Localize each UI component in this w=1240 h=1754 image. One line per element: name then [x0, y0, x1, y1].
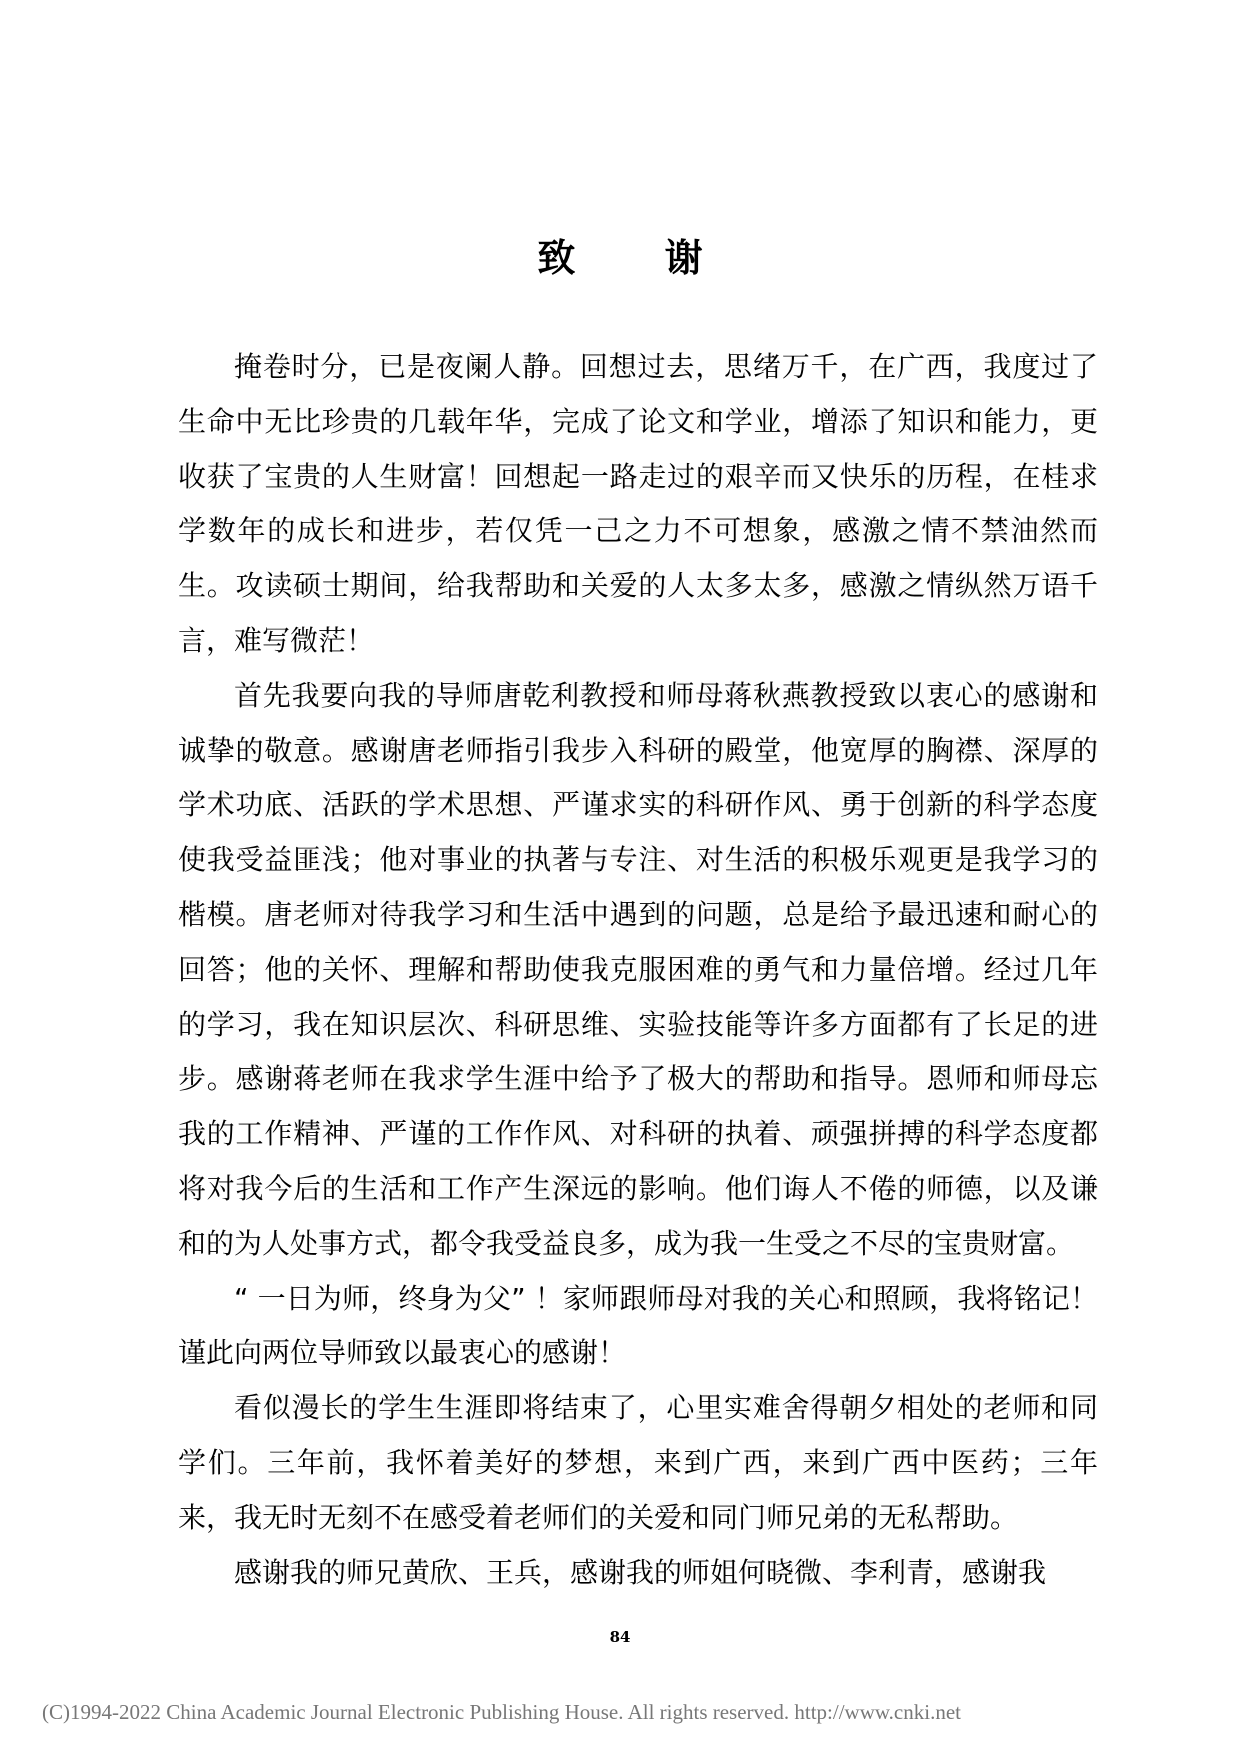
page-number: 84: [609, 1628, 631, 1646]
page-title: 致 谢: [537, 236, 741, 280]
paragraph-4: 看似漫长的学生生涯即将结束了，心里实难舍得朝夕相处的老师和同学们。三年前，我怀着美好的梦想，来到广西，来到广西中医药；三年来，我无时无刻不在感受着老师们的关爱和同门师兄弟的无私帮助。: [178, 1391, 1098, 1534]
paragraph-2: 首先我要向我的导师唐乾利教授和师母蒋秋燕教授致以衷心的感谢和诚挚的敬意。感谢唐老师指引我步入科研的殿堂，他宽厚的胸襟、深厚的学术功底、活跃的学术思想、严谨求实的科研作风、勇于创新的科学态度使我受益匪浅；他对事业的执著与专注、对生活的积极乐观更是我学习的楷模。唐老师对待我学习和生活中遇到的问题，总是给予最迅速和耐心的回答；他的关怀、理解和帮助使我克服困难的勇气和力量倍增。经过几年的学习，我在知识层次、科研思维、实验技能等许多方面都有了长足的进步。感谢蒋老师在我求学生涯中给予了极大的帮助和指导。恩师和师母忘我的工作精神、严谨的工作作风、对科研的执着、顽强拼搏的科学态度都将对我今后的生活和工作产生深远的影响。他们诲人不倦的师德，以及谦和的为人处事方式，都令我受益良多，成为我一生受之不尽的宝贵财富。: [178, 678, 1098, 1260]
paragraph-1: 掩卷时分，已是夜阑人静。回想过去，思绪万千，在广西，我度过了生命中无比珍贵的几载年华，完成了论文和学业，增添了知识和能力，更收获了宝贵的人生财富！回想起一路走过的艰辛而又快乐的历程，在桂求学数年的成长和进步，若仅凭一己之力不可想象，感激之情不禁油然而生。攻读硕士期间，给我帮助和关爱的人太多太多，感激之情纵然万语千言，难写微茫！: [178, 350, 1098, 657]
paragraph-3: “ 一日为师，终身为父” ！家师跟师母对我的关心和照顾，我将铭记！谨此向两位导师致以最衷心的感谢！: [178, 1281, 1098, 1370]
copyright-footer: (C)1994-2022 China Academic Journal Electronic Publishing House. All rights reserved. http://www.cnki.net: [42, 1700, 961, 1724]
body-text: [178, 340, 1098, 1600]
paragraph-5: 感谢我的师兄黄欣、王兵，感谢我的师姐何晓微、李利青，感谢我: [234, 1555, 1047, 1589]
